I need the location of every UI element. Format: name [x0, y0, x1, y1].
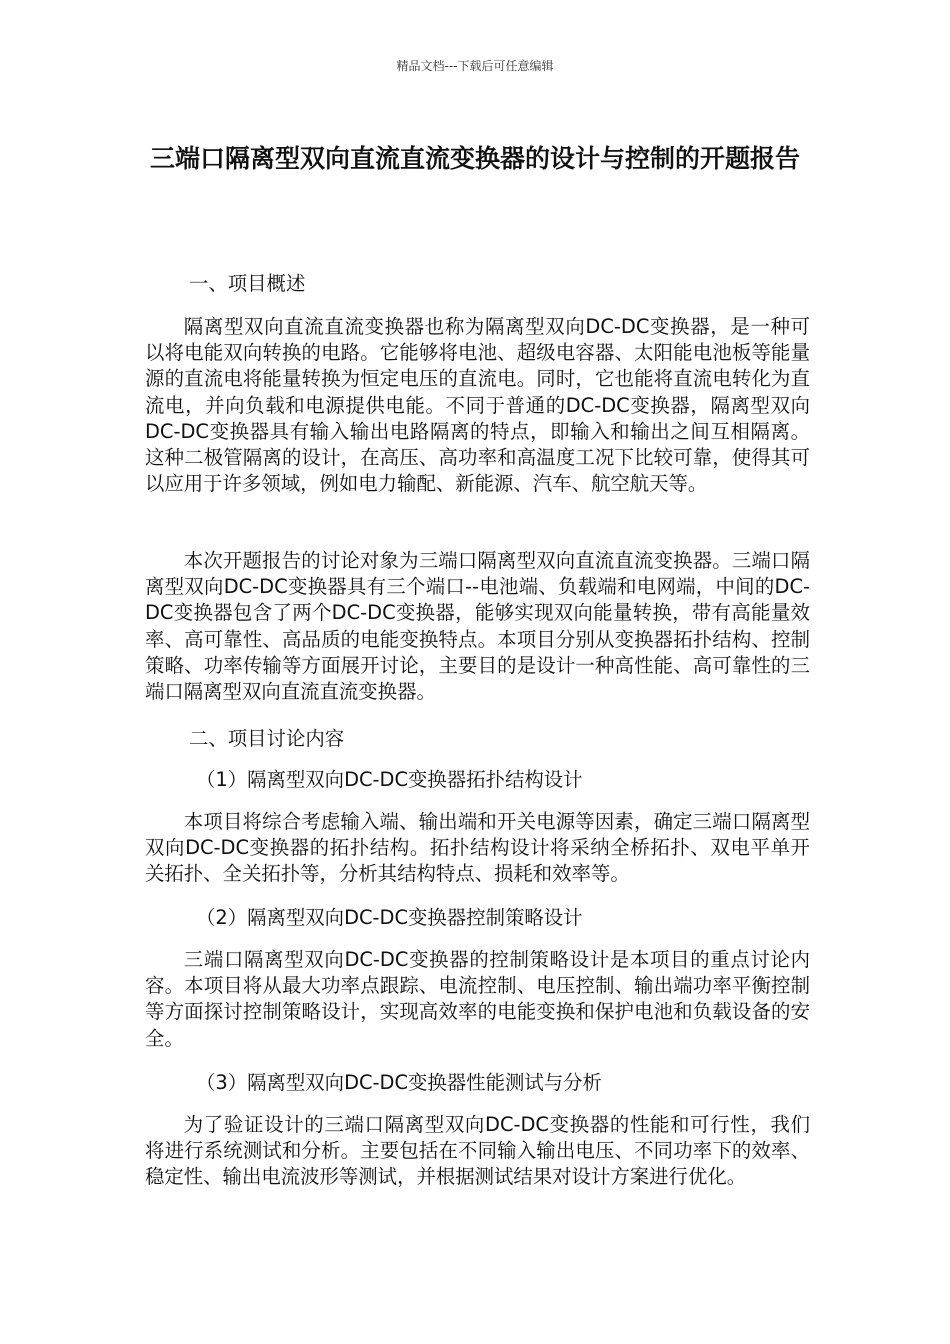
subsection-heading-control: （2）隔离型双向DC-DC变换器控制策略设计 — [196, 906, 583, 929]
paragraph-overview-1: 隔离型双向直流直流变换器也称为隔离型双向DC-DC变换器，是一种可以将电能双向转换的电路。它能够将电池、超级电容器、太阳能电池板等能量源的直流电将能量转换为恒定电压的直流电。同时，它也能将直流电转化为直流电，并向负载和电源提供电能。不同于普通的DC-DC变换器，隔离型双向DC-DC变换器具有输入输出电路隔离的特点，即输入和输出之间互相隔离。这种二极管隔离的设计，在高压、高功率和高温度工况下比较可靠，使得其可以应用于许多领域，例如电力输配、新能源、汽车、航空航天等。 — [145, 315, 810, 496]
paragraph-testing: 为了验证设计的三端口隔离型双向DC-DC变换器的性能和可行性，我们将进行系统测试和分析。主要包括在不同输入输出电压、不同功率下的效率、稳定性、输出电流波形等测试，并根据测试结果对设计方案进行优化。 — [145, 1113, 810, 1189]
section-heading-content: 二、项目讨论内容 — [189, 727, 345, 750]
subsection-heading-testing: （3）隔离型双向DC-DC变换器性能测试与分析 — [196, 1071, 602, 1094]
paragraph-overview-2: 本次开题报告的讨论对象为三端口隔离型双向直流直流变换器。三端口隔离型双向DC-DC变换器具有三个端口--电池端、负载端和电网端，中间的DC-DC变换器包含了两个DC-DC变换器，能够实现双向能量转换，带有高能量效率、高可靠性、高品质的电能变换特点。本项目分别从变换器拓扑结构、控制策略、功率传输等方面展开讨论，主要目的是设计一种高性能、高可靠性的三端口隔离型双向直流直流变换器。 — [145, 549, 810, 704]
subsection-heading-topology: （1）隔离型双向DC-DC变换器拓扑结构设计 — [196, 768, 583, 791]
paragraph-control: 三端口隔离型双向DC-DC变换器的控制策略设计是本项目的重点讨论内容。本项目将从最大功率点跟踪、电流控制、电压控制、输出端功率平衡控制等方面探讨控制策略设计，实现高效率的电能变换和保护电池和负载设备的安全。 — [145, 948, 810, 1050]
paragraph-topology: 本项目将综合考虑输入端、输出端和开关电源等因素，确定三端口隔离型双向DC-DC变换器的拓扑结构。拓扑结构设计将采纳全桥拓扑、双电平单开关拓扑、全关拓扑等，分析其结构特点、损耗和效率等。 — [145, 810, 810, 886]
page-header-note: 精品文档---下载后可任意编辑 — [396, 59, 554, 73]
section-heading-overview: 一、项目概述 — [189, 272, 306, 295]
document-title: 三端口隔离型双向直流直流变换器的设计与控制的开题报告 — [149, 144, 800, 173]
